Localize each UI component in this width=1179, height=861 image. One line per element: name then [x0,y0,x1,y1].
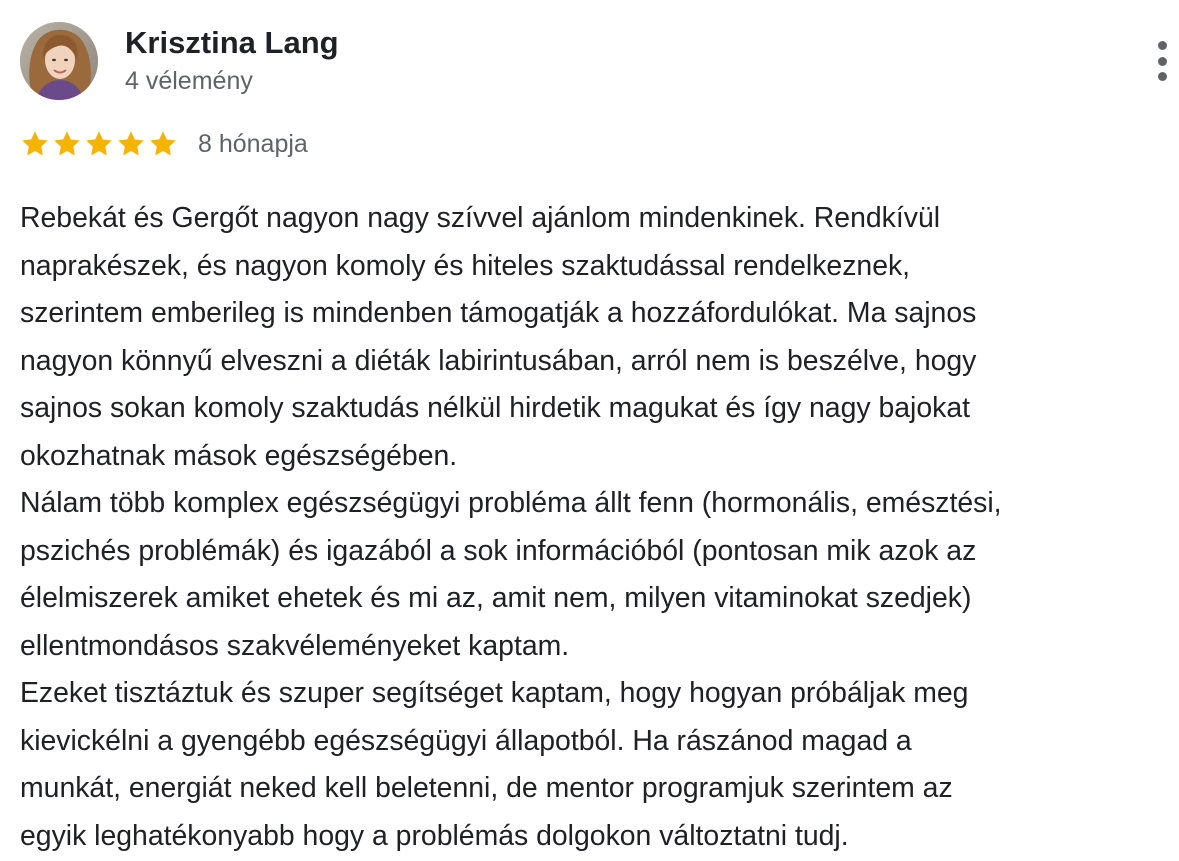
review-text-line: szerintem emberileg is mindenben támogatják a hozzáfordulókat. Ma sajnos [20,297,977,329]
review-date: 8 hónapja [198,130,308,158]
star-icon [116,129,146,159]
review-text [20,195,1179,860]
review-text-line: Ezeket tisztáztuk és szuper segítséget kaptam, hogy hogyan próbáljak meg [20,677,969,709]
star-icon [52,129,82,159]
more-options-button[interactable] [1146,38,1178,84]
star-rating [20,129,178,159]
author-review-count[interactable]: 4 vélemény [125,67,253,95]
review-text-line: Nálam több komplex egészségügyi probléma állt fenn (hormonális, emésztési, [20,487,1002,519]
star-icon [148,129,178,159]
star-icon [20,129,50,159]
author-name[interactable]: Krisztina Lang [125,25,339,60]
review-text-line: élelmiszerek amiket ehetek és mi az, amit nem, milyen vitaminokat szedjek) [20,582,972,614]
review-text-line: egyik leghatékonyabb hogy a problémás dolgokon változtatni tudj. [20,819,849,852]
review-text-line: nagyon könnyű elveszni a diéták labirintusában, arról nem is beszélve, hogy [20,344,977,377]
more-vertical-icon-dot [1158,57,1167,66]
person-photo-avatar-icon [20,22,98,100]
avatar[interactable] [20,22,98,100]
rating-row [20,124,308,164]
more-vertical-icon [1158,41,1167,50]
review-text-line: Rebekát és Gergőt nagyon nagy szívvel ajánlom mindenkinek. Rendkívül [20,202,941,234]
review-text-line: pszichés problémák) és igazából a sok információból (pontosan mik azok az [20,534,977,567]
review-text-line: kievickélni a gyengébb egészségügyi állapotból. Ha rászánod magad a [20,724,912,757]
review-text-line: okozhatnak mások egészségében. [20,439,458,472]
review-text-line: sajnos sokan komoly szaktudás nélkül hirdetik magukat és így nagy bajokat [20,392,971,424]
more-vertical-icon-dot [1158,72,1167,81]
star-icon [84,129,114,159]
review-text-line: munkát, energiát neked kell beletenni, de mentor programjuk szerintem az [20,772,953,804]
review-text-line: ellentmondásos szakvéleményeket kaptam. [20,629,570,662]
review-text-line: naprakészek, és nagyon komoly és hiteles szaktudással rendelkeznek, [20,249,911,282]
